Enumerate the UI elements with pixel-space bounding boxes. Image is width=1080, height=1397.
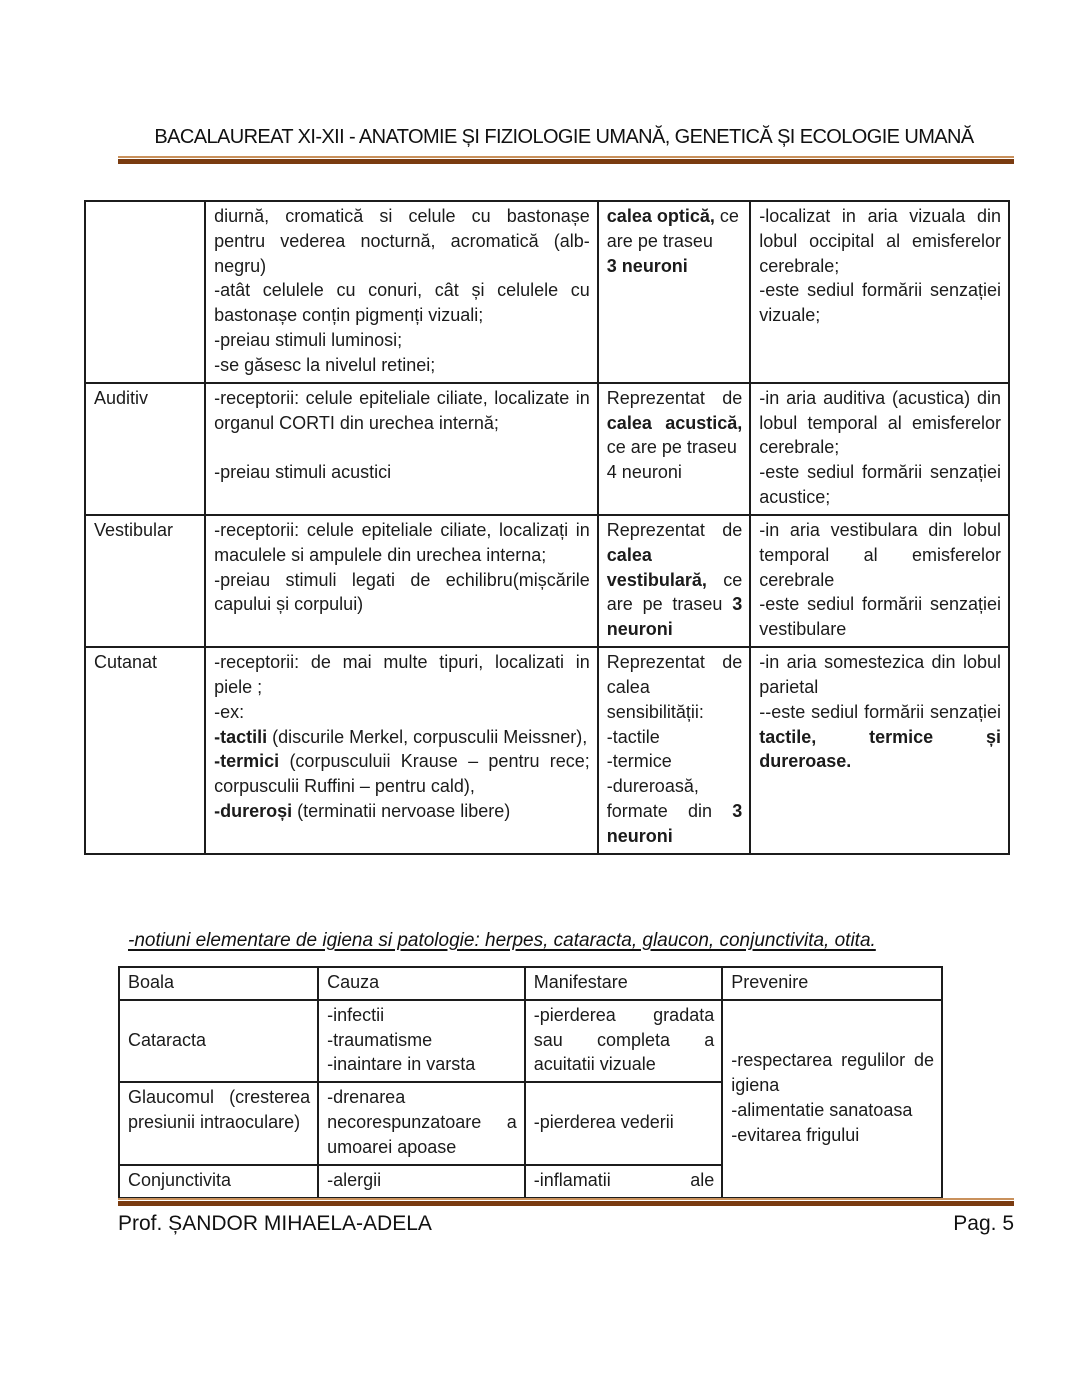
text-run: 4 neuroni (606, 462, 682, 483)
text-run: -receptorii: celule epiteliale ciliate, localizate in organul CORTI din urechea internă; (214, 387, 590, 433)
text-run: ce are pe traseu (606, 206, 739, 251)
paragraph (759, 700, 1001, 774)
paragraph (607, 386, 742, 460)
text-run: --este sediul formării senzației (759, 701, 1001, 722)
footer-page-number: Pag. 5 (953, 1212, 1014, 1235)
text-run: -este sediul formării senzației acustice; (759, 462, 1001, 508)
paragraph (214, 435, 590, 460)
cell-projection (750, 515, 1009, 647)
text-run: -respectarea regulilor de igiena (731, 1050, 934, 1095)
text-run: -este sediul formării senzației vizuale; (759, 280, 1001, 326)
paragraph (607, 725, 742, 750)
bold-text-run: -dureroși (214, 801, 293, 822)
text-run: Manifestare (533, 972, 628, 992)
paragraph (607, 799, 742, 849)
text-run: Glaucomul (cresterea presiunii intraoculare) (128, 1087, 311, 1133)
paragraph (534, 1168, 715, 1193)
paragraph (607, 518, 742, 642)
table-row (85, 201, 1009, 383)
paragraph (94, 204, 197, 229)
text-run: -tactile (606, 726, 660, 747)
senses-table-section (84, 200, 1010, 855)
paragraph (327, 1168, 517, 1193)
bold-text-run: 3 neuroni (606, 801, 743, 846)
bold-text-run: tactile, termice și dureroase. (759, 726, 1001, 772)
paragraph (327, 1003, 517, 1028)
cell-sense-label (85, 515, 205, 647)
text-run: -evitarea frigului (731, 1124, 860, 1145)
col-header-manifestare (525, 967, 723, 1000)
paragraph (607, 749, 742, 774)
text-run: Cutanat (94, 652, 158, 673)
paragraph (534, 970, 715, 995)
senses-table (84, 200, 1010, 855)
footer-rule-thin-line (118, 1198, 1014, 1200)
table-row (119, 1000, 942, 1082)
col-header-boala (119, 967, 318, 1000)
footer-author: Prof. ȘANDOR MIHAELA-ADELA (118, 1212, 432, 1235)
paragraph (94, 650, 197, 675)
bold-text-run: calea optică, (606, 206, 715, 226)
paragraph (214, 749, 590, 799)
text-run: Prevenire (731, 972, 809, 992)
paragraph (327, 1028, 517, 1053)
text-run: -pierderea vederii (533, 1112, 674, 1133)
text-run: (discurile Merkel, corpusculii Meissner), (267, 726, 588, 747)
text-run: -in aria vestibulara din lobul temporal al emisferelor cerebrale (759, 519, 1001, 590)
bold-text-run: calea vestibulară, (606, 544, 707, 590)
text-run: Reprezentat de calea sensibilității: (606, 652, 743, 722)
paragraph (759, 460, 1001, 510)
diseases-table-section (118, 966, 943, 1199)
cell-prevention (722, 1000, 942, 1198)
paragraph (327, 970, 517, 995)
paragraph (534, 1110, 715, 1135)
cell-manifestation (525, 1082, 723, 1164)
paragraph (607, 774, 742, 799)
paragraph (128, 1028, 310, 1053)
text-run: Reprezentat de (606, 387, 743, 408)
text-run: -se găsesc la nivelul retinei; (214, 354, 436, 375)
cell-disease (119, 1165, 318, 1198)
cell-manifestation (525, 1000, 723, 1082)
paragraph (94, 386, 197, 411)
text-run: ce are pe traseu (606, 569, 743, 615)
text-run: -receptorii: de mai multe tipuri, localizati in piele ; (214, 652, 590, 697)
text-run: -termice (606, 751, 672, 772)
cell-receptors (205, 201, 598, 383)
text-run: -preiau stimuli acustici (214, 462, 392, 483)
paragraph (327, 1085, 517, 1159)
cell-cause (318, 1000, 525, 1082)
bold-text-run: calea acustică, (606, 412, 743, 433)
text-run: -receptorii: celule epiteliale ciliate, localizați in maculele si ampulele din urechea interna; (214, 519, 590, 565)
paragraph (214, 278, 590, 328)
header-rule (118, 156, 1014, 164)
table-row (119, 967, 942, 1000)
text-run: -inflamatii ale (533, 1169, 715, 1190)
hygiene-pathology-note: -notiuni elementare de igiena si patologie: herpes, cataracta, glaucon, conjunctivita, otita. (128, 930, 876, 951)
text-run: Conjunctivita (128, 1169, 232, 1190)
text-run: -ex: (214, 701, 245, 722)
cell-pathway (598, 515, 750, 647)
paragraph (731, 1098, 934, 1123)
page-footer (118, 1212, 1014, 1236)
text-run: -atât celulele cu conuri, cât și celulele cu bastonașe conțin pigmenți vizuali; (214, 280, 590, 326)
text-run: -alergii (327, 1169, 382, 1190)
table-row (85, 515, 1009, 647)
paragraph (607, 460, 742, 485)
page-title: BACALAUREAT XI-XII - ANATOMIE ȘI FIZIOLOGIE UMANĂ, GENETICĂ ȘI ECOLOGIE UMANĂ (154, 126, 974, 148)
paragraph (214, 353, 590, 378)
paragraph (534, 1003, 715, 1077)
text-run: (corpusculuii Krause – pentru rece; corpusculii Ruffini – pentru cald), (214, 751, 590, 797)
paragraph (759, 518, 1001, 592)
bold-text-run: 3 neuroni (606, 594, 743, 640)
text-run: -in aria somestezica din lobul parietal (759, 652, 1001, 697)
footer-rule-thick-line (118, 1201, 1014, 1206)
bold-text-run: -termici (214, 751, 280, 772)
paragraph (731, 1123, 934, 1148)
table-row (85, 383, 1009, 515)
text-run: Reprezentat de (606, 519, 743, 540)
paragraph (128, 1168, 310, 1193)
cell-disease (119, 1082, 318, 1164)
text-run: -pierderea gradata sau completa a acuitatii vizuale (533, 1004, 715, 1075)
paragraph (128, 970, 310, 995)
cell-disease (119, 1000, 318, 1082)
text-run: formate din (606, 801, 733, 822)
cell-receptors (205, 647, 598, 854)
cell-cause (318, 1082, 525, 1164)
text-run: ce are pe traseu (606, 437, 737, 458)
header-rule-thick-line (118, 159, 1014, 164)
text-run: -inaintare in varsta (327, 1054, 476, 1075)
footer-rule (118, 1198, 1014, 1206)
col-header-cauza (318, 967, 525, 1000)
cell-manifestation (525, 1165, 723, 1198)
cell-projection (750, 383, 1009, 515)
text-run: Cataracta (128, 1029, 207, 1050)
paragraph (214, 700, 590, 725)
paragraph (214, 386, 590, 436)
text-run: Boala (128, 972, 175, 992)
paragraph (607, 254, 742, 279)
text-run: Cauza (327, 972, 380, 992)
cell-sense-label (85, 647, 205, 854)
text-run: diurnă, cromatică si celule cu bastonașe pentru vederea nocturnă, acromatică (alb-negru) (214, 206, 590, 276)
paragraph (731, 1048, 934, 1098)
paragraph (214, 328, 590, 353)
text-run: -traumatisme (327, 1029, 433, 1050)
paragraph (94, 518, 197, 543)
cell-sense-label (85, 383, 205, 515)
text-run: Auditiv (94, 387, 149, 408)
bold-text-run: -tactili (214, 726, 268, 747)
table-row (85, 647, 1009, 854)
cell-pathway (598, 201, 750, 383)
text-run: Vestibular (94, 519, 174, 540)
paragraph (214, 518, 590, 568)
paragraph (607, 650, 742, 724)
cell-receptors (205, 383, 598, 515)
text-run: -localizat in aria vizuala din lobul occipital al emisferelor cerebrale; (759, 206, 1001, 276)
text-run: -este sediul formării senzației vestibulare (759, 594, 1001, 640)
text-run: -in aria auditiva (acustica) din lobul temporal al emisferelor cerebrale; (759, 387, 1001, 458)
paragraph (214, 568, 590, 618)
paragraph (214, 799, 590, 824)
paragraph (759, 592, 1001, 642)
paragraph (759, 204, 1001, 278)
cell-receptors (205, 515, 598, 647)
text-run: -dureroasă, (606, 776, 699, 797)
paragraph (214, 650, 590, 700)
text-run: -infectii (327, 1004, 385, 1025)
bold-text-run: 3 neuroni (606, 255, 688, 276)
diseases-table (118, 966, 943, 1199)
paragraph (607, 204, 742, 254)
text-run: -preiau stimuli luminosi; (214, 330, 403, 351)
text-run: -drenarea necorespunzatoare a umoarei apoase (327, 1087, 517, 1157)
paragraph (759, 278, 1001, 328)
paragraph (214, 725, 590, 750)
header-rule-thin-line (118, 156, 1014, 158)
cell-pathway (598, 647, 750, 854)
cell-projection (750, 647, 1009, 854)
cell-sense-label (85, 201, 205, 383)
cell-cause (318, 1165, 525, 1198)
paragraph (759, 650, 1001, 700)
paragraph (214, 204, 590, 278)
paragraph (214, 460, 590, 485)
paragraph (731, 970, 934, 995)
cell-pathway (598, 383, 750, 515)
col-header-prevenire (722, 967, 942, 1000)
text-run: -preiau stimuli legati de echilibru(mișcările capului și corpului) (214, 569, 590, 615)
cell-projection (750, 201, 1009, 383)
paragraph (759, 386, 1001, 460)
paragraph (327, 1052, 517, 1077)
text-run: -alimentatie sanatoasa (731, 1099, 913, 1120)
paragraph (128, 1085, 310, 1135)
text-run: (terminatii nervoase libere) (292, 801, 511, 822)
